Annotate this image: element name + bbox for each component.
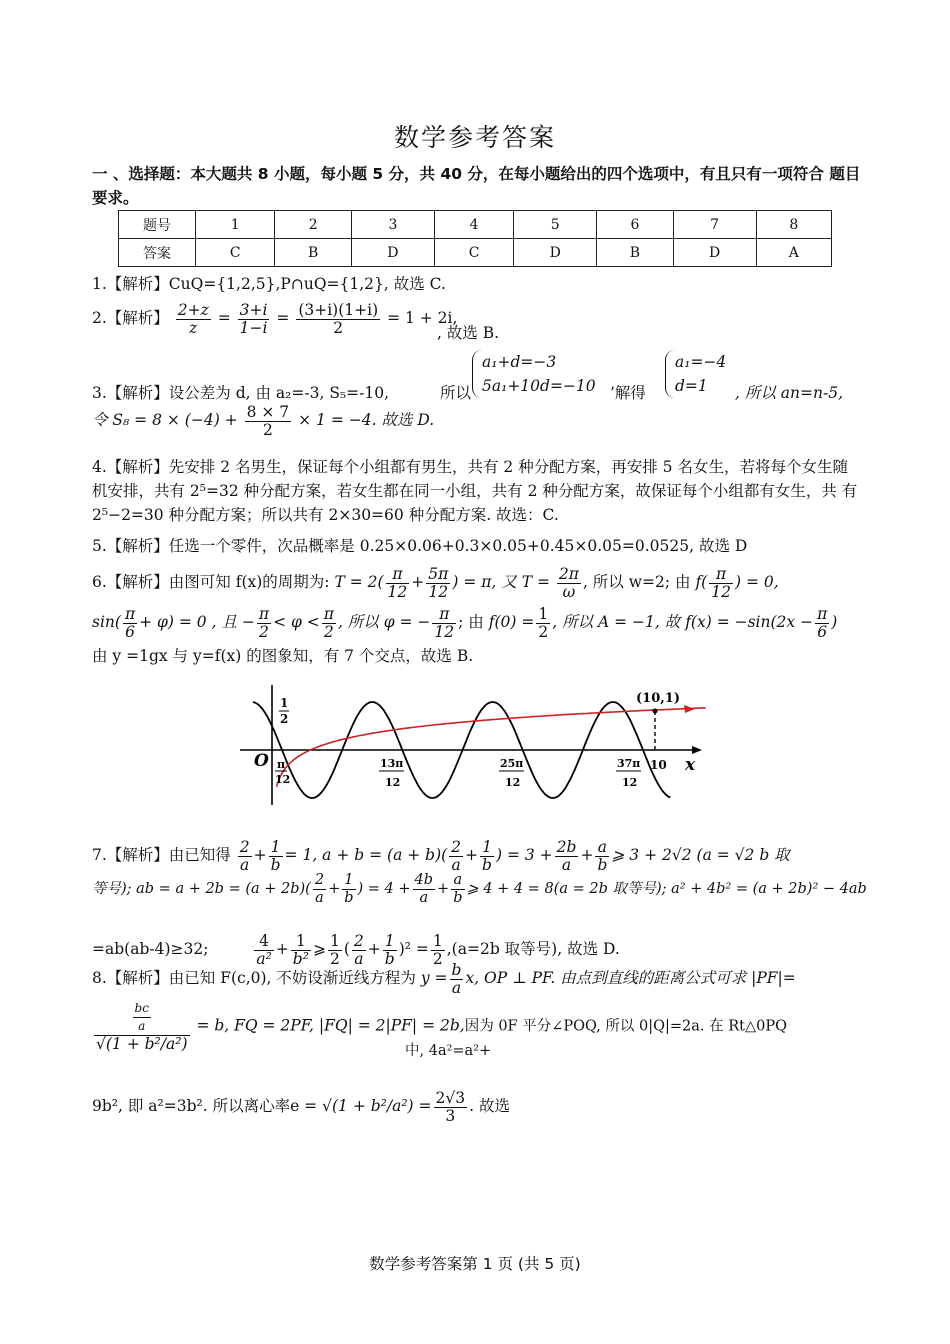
frac-num: 1 xyxy=(432,931,443,950)
function-graph xyxy=(240,680,710,805)
q8-math: = b, FQ = 2PF, |FQ| = 2|PF| = 2b, xyxy=(196,1016,465,1035)
x-axis-label: x xyxy=(685,755,696,775)
frac-den: 12 xyxy=(434,622,455,641)
frac-den: b xyxy=(482,855,492,874)
frac-num: 8 × 7 xyxy=(246,402,290,421)
q7-fraction xyxy=(413,872,436,907)
table-cell: 7 xyxy=(673,211,756,239)
frac-num: 1 xyxy=(480,839,494,857)
q6-fraction xyxy=(386,566,410,601)
table-cell: 3 xyxy=(351,211,434,239)
q7-math: = 1, a + b = (a + b)( xyxy=(284,846,448,864)
q8-fraction xyxy=(450,962,464,997)
q2-eq: = xyxy=(276,309,290,327)
frac-den: b² xyxy=(292,949,309,968)
frac-den: 2 xyxy=(333,318,344,337)
frac-den: b xyxy=(453,889,463,906)
q8-line1 xyxy=(92,960,796,997)
q7-math: 等号); ab = a + 2b = (a + 2b)( xyxy=(92,881,311,897)
tick-label-pi-12-num: π xyxy=(277,758,286,771)
q7-math: ⩾ 4 + 4 = 8(a = 2b 取等号); a² + 4b² = (a + 2b)² − 4ab xyxy=(466,881,867,897)
tick-label-25pi-12-den: 12 xyxy=(505,776,521,789)
frac-num: 5π xyxy=(428,564,449,583)
frac-num xyxy=(94,1000,190,1036)
q2-eq: = xyxy=(217,309,231,327)
q6-line3: 由 y =1gx 与 y=f(x) 的图象知，有 7 个交点，故选 B. xyxy=(92,647,474,665)
y-half-num: 1 xyxy=(280,696,289,710)
frac-num: π xyxy=(709,566,733,584)
frac-den: 2 xyxy=(259,622,269,641)
frac-den: 2 xyxy=(538,622,549,641)
frac-den: 12 xyxy=(387,582,408,601)
answer-table xyxy=(118,210,832,267)
q7-fraction xyxy=(555,839,579,874)
q8-math: = xyxy=(418,1097,432,1115)
table-cell: 5 xyxy=(514,211,597,239)
tick-label-13pi-12-num: 13π xyxy=(380,757,404,770)
table-cell: A xyxy=(756,239,831,267)
q7-math: ( xyxy=(343,940,350,958)
page-title: 数学参考答案 xyxy=(393,123,556,152)
table-cell: D xyxy=(514,239,597,267)
frac-den: 2 xyxy=(323,622,334,641)
q3-line2-end: × 1 = −4. 故选 D. xyxy=(298,411,435,429)
frac-num: 2+z xyxy=(177,300,209,319)
table-cell: B xyxy=(597,239,674,267)
q3-system2-line1: a₁=−4 xyxy=(675,353,727,371)
tick-label-37pi-12-den: 12 xyxy=(622,776,638,789)
q7-math: + xyxy=(328,881,341,897)
q7-fraction xyxy=(480,839,494,874)
frac-den: a xyxy=(354,949,364,968)
page-footer: 数学参考答案第 1 页 (共 5 页) xyxy=(369,1255,581,1273)
frac-num: 1 xyxy=(291,933,311,951)
table-cell: D xyxy=(351,239,434,267)
q8-math: x, OP ⊥ PF. 由点到直线的距离公式可求 |PF|= xyxy=(465,969,796,987)
q6-math: , 所以 A = −1, xyxy=(552,613,660,631)
frac-num: a xyxy=(595,839,609,857)
table-row xyxy=(119,239,832,267)
frac-num: 2π xyxy=(558,564,579,583)
section-heading: 一 、选择题：本大题共 8 小题，每小题 5 分，共 40 分，在每小题给出的四个选项中，有且只有一项符合 题目要求。 xyxy=(92,165,861,207)
frac-num: 3+i xyxy=(239,300,268,319)
point-marker xyxy=(653,709,658,714)
q7-math: ) = 3 + xyxy=(495,846,553,864)
q6-math: + φ) = 0 , 且 xyxy=(139,613,237,631)
q6-line2 xyxy=(92,604,837,641)
q2-fraction xyxy=(238,302,270,337)
y-half-den: 2 xyxy=(280,712,289,726)
frac-num: π xyxy=(323,604,334,623)
frac-den: 2 xyxy=(329,949,340,968)
q2-fraction xyxy=(296,302,380,337)
q6-math: sin( xyxy=(92,613,121,631)
q3-system1-line1: a₁+d=−3 xyxy=(482,353,557,371)
q8-line3 xyxy=(92,1088,510,1125)
q3-system2-line2: d=1 xyxy=(675,377,708,395)
frac-den: ω xyxy=(562,582,576,601)
frac-den: √(1 + b²/a²) xyxy=(96,1035,188,1053)
q7-math: )² = xyxy=(398,940,429,958)
frac-num: 2 xyxy=(239,837,250,856)
q4-solution: 4.【解析】先安排 2 名男生，保证每个小组都有男生，共有 2 种分配方案，再安排 5 名女生，若将每个女生随 机安排，共有 2⁵=32 种分配方案，若女生都在同一小组，共有 2 种分配方案，故保证每个小组都有女生，共 有 2⁵−2=30 种分配方案；所以共有 2×30=60 种分配方案. 故选：C. xyxy=(92,458,858,524)
frac-num: (3+i)(1+i) xyxy=(298,300,379,319)
q3-line2 xyxy=(92,402,434,439)
q6-fraction xyxy=(426,566,450,601)
table-cell: 6 xyxy=(597,211,674,239)
q7-fraction xyxy=(269,839,283,874)
q7-math: ⩾ 3 + 2√2 (a = √2 b 取 xyxy=(611,846,790,864)
frac-den: b xyxy=(384,949,395,968)
frac-den: 12 xyxy=(711,582,731,601)
table-cell: 4 xyxy=(434,211,513,239)
frac-num: 2 xyxy=(451,837,462,856)
x-axis-arrow-icon xyxy=(692,746,702,754)
frac-num: 1 xyxy=(269,839,283,857)
q6-math: f( xyxy=(695,573,708,591)
frac-num: 2 xyxy=(314,871,325,888)
frac-num: 1 xyxy=(383,933,397,951)
frac-den: 3 xyxy=(445,1106,456,1125)
frac-den: 12 xyxy=(428,582,449,601)
frac-den: b xyxy=(344,889,354,906)
q3-system1-line2: 5a₁+10d=−10 xyxy=(482,377,596,395)
q6-fraction xyxy=(536,606,550,641)
frac-den: a xyxy=(315,889,324,906)
q6-math: ) = π, 又 T = xyxy=(452,573,550,591)
q8-big-fraction xyxy=(94,1000,190,1053)
frac-num: 2b xyxy=(556,837,577,856)
q5-solution: 5.【解析】任选一个零件，次品概率是 0.25×0.06+0.3×0.05+0.45×0.05=0.0525, 故选 D xyxy=(92,537,748,555)
point-label: (10,1) xyxy=(636,691,680,706)
q6-fraction xyxy=(322,606,336,641)
q6-text: 6.【解析】由图可知 f(x)的周期为: xyxy=(92,573,330,591)
q8-math: y = xyxy=(420,969,448,987)
table-row xyxy=(119,211,832,239)
q3-jiede: ’解得 xyxy=(610,384,646,402)
q3-tail: , 所以 an=n-5, xyxy=(735,384,844,402)
frac-den: a xyxy=(561,855,572,874)
q6-fraction xyxy=(815,606,829,641)
q6-math: ) = 0, xyxy=(734,573,779,591)
q2-result: = 1 + 2i, xyxy=(387,309,458,327)
q7-math: + xyxy=(253,846,267,864)
q7-math: + xyxy=(275,940,289,958)
q7-line1 xyxy=(92,836,790,874)
table-cell: B xyxy=(275,239,352,267)
q6-math: T = 2( xyxy=(334,573,384,591)
table-cell: 8 xyxy=(756,211,831,239)
frac-num: π xyxy=(258,604,270,623)
q6-text: ; 由 xyxy=(458,613,484,631)
frac-den: b xyxy=(597,855,608,874)
q7-fraction xyxy=(449,839,463,874)
frac-den: a xyxy=(451,855,461,874)
table-cell: C xyxy=(434,239,513,267)
q6-fraction xyxy=(257,606,271,641)
origin-label: O xyxy=(254,751,269,771)
frac-num: 2 xyxy=(353,931,364,950)
q7-math: + xyxy=(367,940,381,958)
q3-prefix: 3.【解析】设公差为 d, 由 a₂=-3, S₅=-10, xyxy=(92,384,390,402)
frac-num: 1 xyxy=(342,872,355,890)
frac-den: 6 xyxy=(817,622,828,641)
frac-den: a xyxy=(451,978,462,997)
frac-num: π xyxy=(124,604,136,623)
q7-fraction xyxy=(451,872,464,907)
tick-label-13pi-12-den: 12 xyxy=(385,776,401,789)
frac-den: a xyxy=(138,1019,146,1033)
q7-fraction xyxy=(313,872,326,907)
q8-inner-fraction xyxy=(133,1000,151,1035)
q7-text: 7.【解析】由已知得 xyxy=(92,846,231,864)
table-cell: C xyxy=(196,239,275,267)
q3-line2-start: 令 S₈ = 8 × (−4) + xyxy=(92,411,238,429)
frac-den: 1−i xyxy=(239,318,268,337)
frac-num: b xyxy=(451,960,462,979)
frac-den: 2 xyxy=(432,949,443,968)
frac-num: π xyxy=(817,604,828,623)
q7-math: ) = 4 + xyxy=(357,881,411,897)
q7-math: + xyxy=(437,881,450,897)
q6-fraction xyxy=(123,606,137,641)
q2-solution xyxy=(92,300,457,337)
table-cell: 1 xyxy=(196,211,275,239)
q2-label: 2.【解析】 xyxy=(92,309,169,327)
frac-num: bc xyxy=(133,1000,151,1018)
q6-fraction xyxy=(709,566,733,601)
q7-text: =ab(ab-4)≥32; xyxy=(92,940,209,958)
frac-den: a xyxy=(240,855,250,874)
frac-den: z xyxy=(189,318,198,337)
q6-text: , 所以 w=2; 由 xyxy=(582,573,691,591)
table-cell: D xyxy=(673,239,756,267)
frac-num: 2√3 xyxy=(435,1088,466,1107)
q2-fraction xyxy=(176,302,211,337)
q6-math: ) xyxy=(831,613,838,631)
q7-math: ⩾ xyxy=(312,940,326,958)
q8-text: 因为 0F 平分∠POQ, 所以 0|Q|=2a. 在 Rt△0PQ xyxy=(464,1018,788,1035)
q7-math: + xyxy=(580,846,594,864)
q8-math: √(1 + b²/a²) xyxy=(322,1097,414,1115)
frac-num: a xyxy=(451,872,464,890)
q7-fraction xyxy=(238,839,252,874)
table-cell: 2 xyxy=(275,211,352,239)
q6-math: , 所以 φ = − xyxy=(337,613,431,631)
q6-fraction xyxy=(432,606,456,641)
table-header-cell: 题号 xyxy=(119,211,196,239)
q6-math: f(0) = xyxy=(488,613,535,631)
frac-den: 6 xyxy=(125,622,135,641)
frac-num: π xyxy=(386,566,410,584)
tick-label-10: 10 xyxy=(650,758,667,772)
q7-text: ,(a=2b 取等号), 故选 D. xyxy=(446,940,620,958)
q6-fraction xyxy=(557,566,581,601)
frac-num: 4 xyxy=(254,933,273,951)
tick-label-37pi-12-num: 37π xyxy=(617,757,641,770)
q6-math: 故 f(x) = −sin(2x − xyxy=(664,613,814,631)
q8-text: . 故选 xyxy=(469,1097,511,1115)
q7-line2 xyxy=(92,870,867,908)
q3-fraction xyxy=(245,404,292,439)
frac-den: a xyxy=(419,889,429,906)
frac-num: π xyxy=(432,606,456,624)
q6-math: − xyxy=(241,613,255,631)
q8-fraction xyxy=(434,1090,468,1125)
frac-num: 4b xyxy=(414,871,434,888)
q6-line1: 6.【解析】由图可知 f(x)的周期为: T = 2( $\frac{\pi}{12}$ + $\frac{5\pi}{12}$ ) = π, 又 T = $\frac{2\pi}{\omega}$ , 所以 w=2; 由 f( $\frac{\pi}{12}$ ) = 0, xyxy=(92,564,779,601)
q3-so: 所以 xyxy=(440,384,472,402)
q8-text: 9b², 即 a²=3b². 所以离心率e = xyxy=(92,1097,318,1115)
frac-num: 1 xyxy=(538,604,549,623)
table-header-cell: 答案 xyxy=(119,239,196,267)
tick-label-pi-12-den: 12 xyxy=(275,773,291,786)
q1-solution: 1.【解析】CuQ={1,2,5},P∩uQ={1,2}, 故选 C. xyxy=(92,275,446,293)
q2-conclusion: , 故选 B. xyxy=(437,324,500,342)
q8-text: 8.【解析】由已知 F(c,0), 不妨设渐近线方程为 xyxy=(92,969,416,987)
q7-fraction xyxy=(342,872,355,907)
frac-den: 2 xyxy=(262,420,273,439)
q6-math: < φ < xyxy=(273,613,320,631)
frac-den: a² xyxy=(256,949,272,968)
q8-line2-tail: 中, 4a²=a²+ xyxy=(405,1043,492,1059)
frac-num: 1 xyxy=(329,931,340,950)
q7-math: + xyxy=(465,846,479,864)
log-curve-arrow-icon xyxy=(684,705,695,713)
tick-label-25pi-12-num: 25π xyxy=(500,757,524,770)
frac-den: b xyxy=(270,855,281,874)
q7-fraction xyxy=(595,839,609,874)
